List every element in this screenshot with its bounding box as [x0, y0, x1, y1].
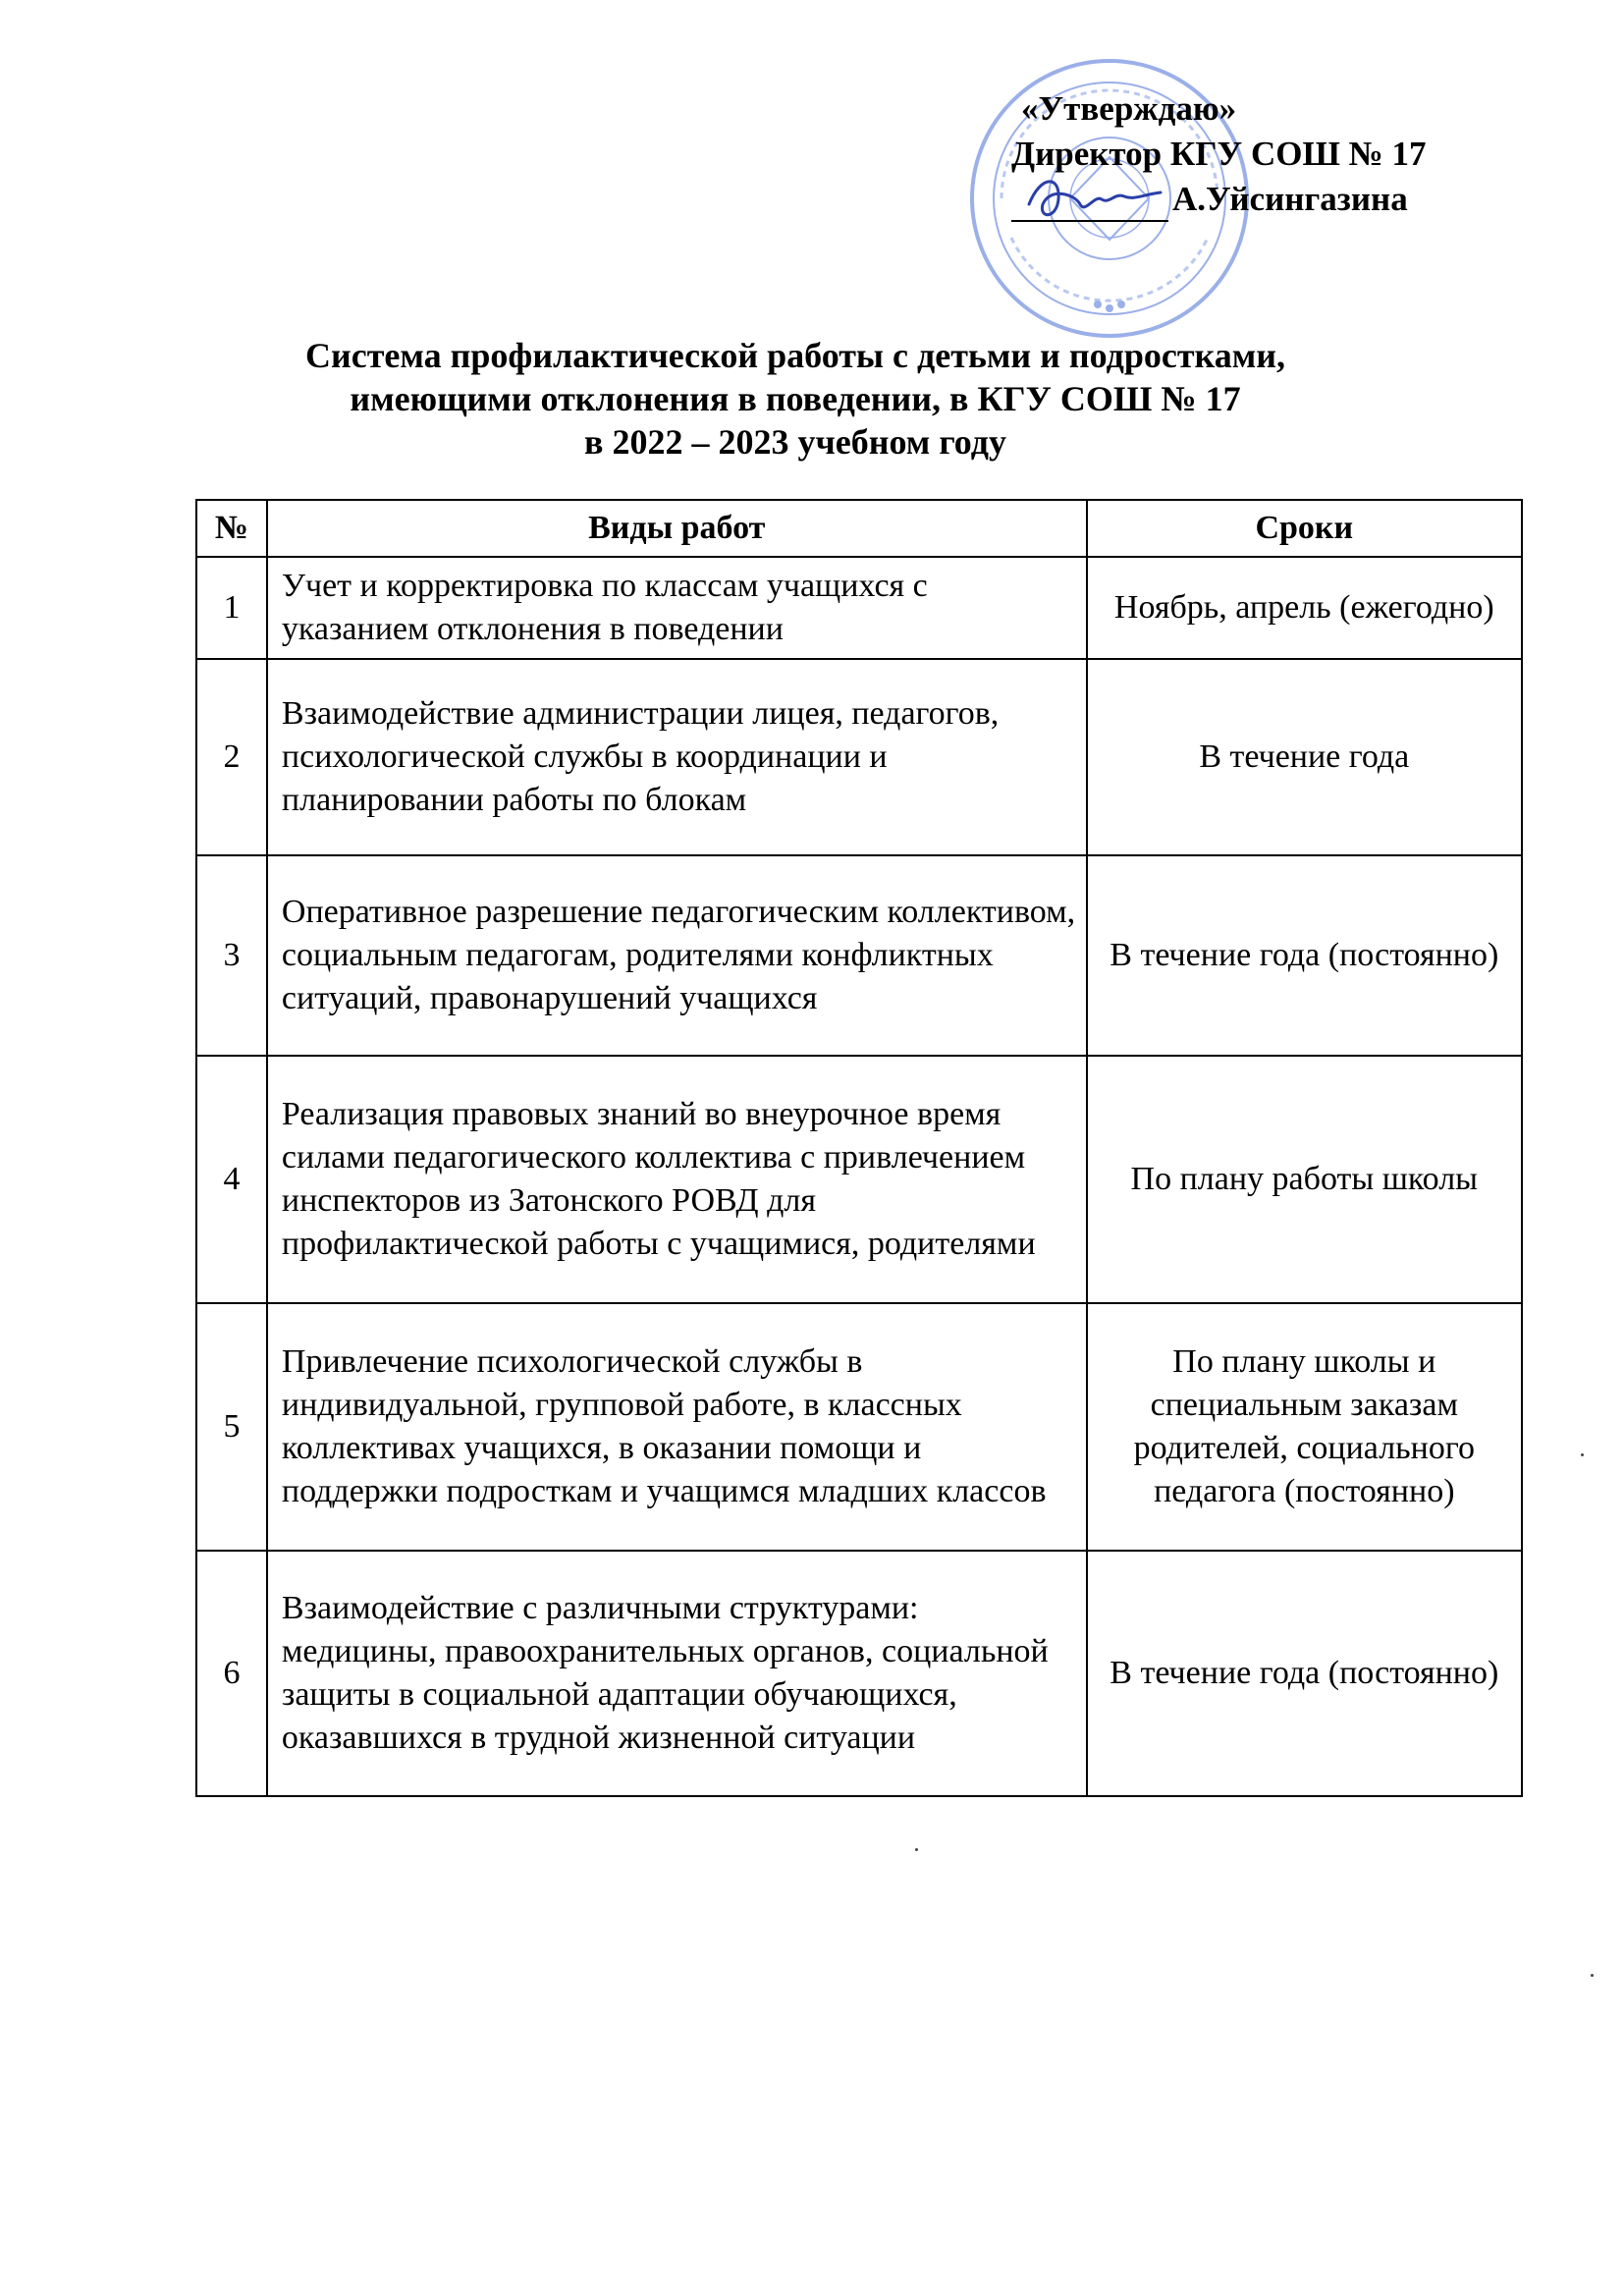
approval-position: Директор КГУ СОШ № 17 [1011, 135, 1427, 173]
row-term: В течение года [1087, 659, 1522, 855]
row-work: Взаимодействие администрации лицея, педагогов, психологической службы в координации и планировании работы по блокам [267, 659, 1087, 855]
row-term: В течение года (постоянно) [1087, 1551, 1522, 1796]
document-title [196, 334, 1394, 464]
approval-signature-line [1011, 177, 1522, 222]
row-term: По плану школы и специальным заказам родителей, социального педагога (постоянно) [1087, 1303, 1522, 1551]
row-work: Оперативное разрешение педагогическим коллективом, социальным педагогам, родителями конфликтных ситуаций, правонарушений учащихся [267, 855, 1087, 1056]
header-work-types: Виды работ [267, 500, 1087, 557]
table-row [196, 1056, 1522, 1303]
row-term: По плану работы школы [1087, 1056, 1522, 1303]
row-number: 2 [196, 659, 267, 855]
table-row [196, 557, 1522, 659]
row-work: Привлечение психологической службы в индивидуальной, групповой работе, в классных коллективах учащихся, в оказании помощи и поддержки подросткам и учащимся младших классов [267, 1303, 1087, 1551]
header-number: № [196, 500, 267, 557]
title-line-1: Система профилактической работы с детьми и подростками, [305, 336, 1285, 375]
row-work: Учет и корректировка по классам учащихся с указанием отклонения в поведении [267, 557, 1087, 659]
approval-heading: «Утверждаю» [1021, 89, 1237, 128]
signature-blank [1011, 187, 1168, 222]
row-number: 5 [196, 1303, 267, 1551]
row-term: В течение года (постоянно) [1087, 855, 1522, 1056]
row-term: Ноябрь, апрель (ежегодно) [1087, 557, 1522, 659]
row-number: 6 [196, 1551, 267, 1796]
table-row [196, 1551, 1522, 1796]
approval-block [1011, 86, 1522, 222]
row-number: 4 [196, 1056, 267, 1303]
table-row [196, 1303, 1522, 1551]
row-work: Реализация правовых знаний во внеурочное время силами педагогического коллектива с привлечением инспекторов из Затонского РОВД для профилактической работы с учащимися, родителями [267, 1056, 1087, 1303]
row-number: 1 [196, 557, 267, 659]
scan-speck [1591, 1974, 1594, 1977]
table-row [196, 855, 1522, 1056]
table-row [196, 659, 1522, 855]
title-line-3: в 2022 – 2023 учебном году [584, 422, 1006, 462]
row-number: 3 [196, 855, 267, 1056]
approval-name: А.Уйсингазина [1172, 180, 1408, 218]
scan-speck [1581, 1453, 1584, 1456]
header-terms: Сроки [1087, 500, 1522, 557]
title-line-2: имеющими отклонения в поведении, в КГУ СОШ № 17 [350, 379, 1241, 418]
scan-speck [915, 1848, 918, 1851]
row-work: Взаимодействие с различными структурами: медицины, правоохранительных органов, социальной защиты в социальной адаптации обучающихся, оказавшихся в трудной жизненной ситуации [267, 1551, 1087, 1796]
work-plan-table [195, 499, 1523, 1797]
table-header-row [196, 500, 1522, 557]
